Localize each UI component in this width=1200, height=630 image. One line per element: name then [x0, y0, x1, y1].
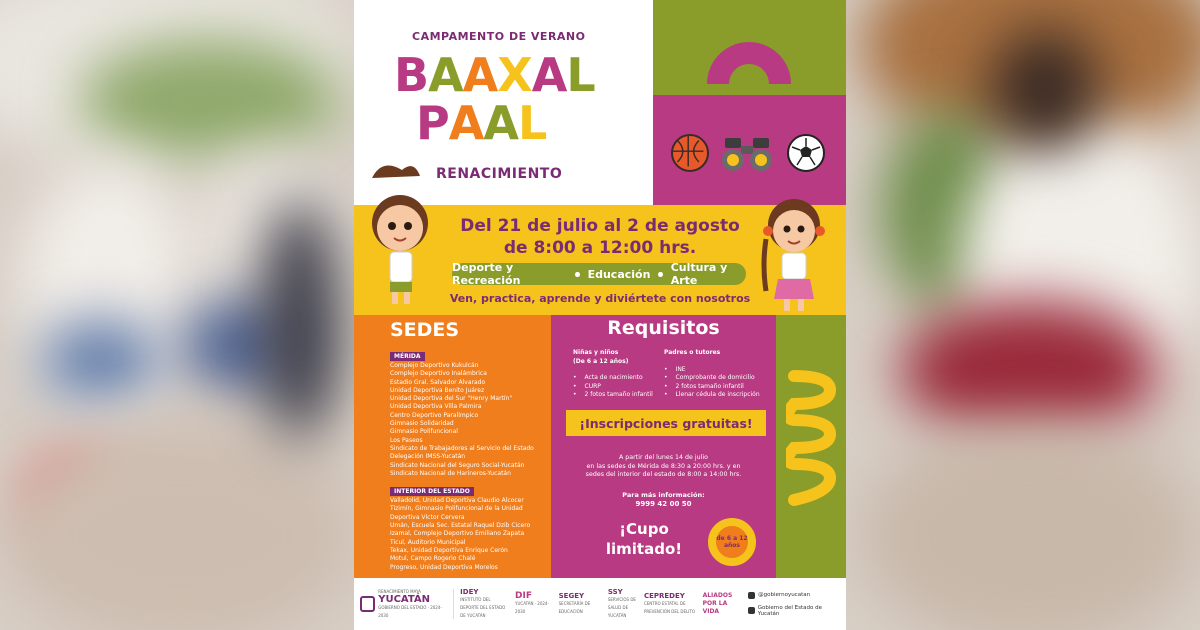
interior-list — [390, 497, 543, 572]
activity-educacion: Educación — [587, 267, 651, 281]
girl-character-right — [754, 195, 834, 315]
cepredey-name: CEPREDEY — [643, 592, 685, 600]
footer-logos — [354, 578, 846, 630]
dif-logo — [515, 592, 553, 616]
phone-number: 9999 42 00 50 — [635, 500, 692, 508]
title-letter: A — [448, 96, 484, 150]
sede-item: Centro Deportivo Paralímpico — [390, 411, 479, 419]
segey-sub: SECRETARÍA DE EDUCACIÓN — [558, 601, 591, 614]
sedes-panel — [354, 315, 551, 578]
dates-line-1: Del 21 de julio al 2 de agosto — [460, 216, 740, 236]
sede-item: Tekax, Unidad Deportiva Enrique Cerón — [390, 546, 508, 554]
interior-label: INTERIOR DEL ESTADO — [390, 487, 474, 496]
yucatan-emblem-icon — [360, 596, 375, 612]
title-letter: A — [531, 48, 567, 102]
ssy-name: SSY — [607, 588, 623, 596]
sede-item: Complejo Deportivo Kukulcán — [390, 362, 479, 369]
sede-item: Deportiva Víctor Cervera — [390, 513, 465, 521]
padres-head: Padres o tutores — [664, 349, 721, 356]
cupo-line: limitado! — [605, 540, 683, 558]
info-line: A partir del lunes 14 de julio — [618, 454, 709, 461]
title-letter: L — [566, 48, 595, 102]
facebook-icon — [748, 607, 755, 614]
idey-logo — [460, 588, 509, 620]
sedes-title: SEDES — [390, 319, 460, 341]
sede-item: Sindicato Nacional del Seguro Social-Yucatán — [390, 461, 525, 469]
requisitos-ninos — [573, 349, 653, 400]
arch-shape — [699, 18, 799, 88]
padres-list — [664, 366, 760, 400]
basketball-icon — [671, 134, 709, 172]
instagram-link[interactable] — [748, 592, 840, 599]
segey-logo — [559, 592, 602, 616]
soccer-ball-icon — [787, 134, 825, 172]
cepredey-sub: CENTRO ESTATAL DE PREVENCIÓN DEL DELITO — [643, 601, 696, 614]
facebook-handle: Gobierno del Estado de Yucatán — [757, 604, 823, 617]
sede-item: Complejo Deportivo Inalámbrica — [390, 370, 487, 378]
info-line: en las sedes de Mérida de 8:30 a 20:00 hrs. y en — [586, 462, 741, 470]
dif-name: DIF — [515, 591, 532, 601]
sede-item: Gimnasio Solidaridad — [390, 420, 454, 428]
sede-item: Umán, Escuela Sec. Estatal Raquel Dzib Cicero — [390, 522, 531, 530]
dates-line-2: de 8:00 a 12:00 hrs. — [503, 238, 697, 258]
title-letter: P — [416, 96, 449, 150]
sede-item: Tizimín, Gimnasio Polifuncional de la Unidad — [390, 505, 523, 513]
instagram-handle: @gobiernoyucatan — [758, 592, 811, 598]
title-letter: A — [428, 48, 463, 102]
requisito-item: • Llenar cédula de inscripción — [664, 391, 760, 400]
sede-item: Progreso, Unidad Deportiva Morelos — [390, 563, 498, 571]
requisito-item: • Comprobante de domicilio — [664, 374, 760, 383]
sede-item: Sindicato Nacional de Harineros-Yucatán — [390, 469, 511, 477]
cepredey-logo — [644, 592, 697, 616]
age-badge: de 6 a 12 años — [708, 518, 756, 566]
subtitle: RENACIMIENTO — [436, 166, 563, 182]
requisito-item: • 2 fotos tamaño infantil — [664, 383, 760, 392]
title-letter: B — [394, 48, 429, 102]
separator-dot — [575, 272, 579, 277]
camp-poster — [354, 0, 846, 630]
title-letter: L — [517, 96, 547, 150]
social-links — [748, 592, 840, 617]
yucatan-top: RENACIMIENTO MAYA — [378, 589, 421, 594]
sede-item: Motul, Campo Rogerio Chalé — [390, 555, 476, 563]
sede-item: Delegación IMSS-Yucatán — [390, 453, 466, 461]
info-line: sedes del interior del estado de 8:00 a 14:00 hrs. — [585, 471, 742, 478]
instagram-icon — [748, 592, 755, 599]
tagline: Ven, practica, aprende y diviértete con nosotros — [449, 292, 751, 305]
merida-list — [390, 362, 543, 478]
requisitos-panel — [551, 315, 776, 578]
requisito-item: • Acta de nacimiento — [573, 374, 653, 383]
activities-pill — [452, 263, 746, 285]
title-paal — [416, 96, 547, 150]
sede-item: Unidad Deportiva Villa Palmira — [390, 403, 482, 411]
activity-cultura: Cultura y Arte — [670, 261, 728, 287]
title-baaxal — [394, 48, 595, 102]
inscripciones-banner: ¡Inscripciones gratuitas! — [566, 410, 766, 436]
sede-item: Estadio Gral. Salvador Alvarado — [390, 378, 486, 386]
requisito-item: • CURP — [573, 383, 653, 392]
yucatan-sub: GOBIERNO DEL ESTADO · 2024-2030 — [378, 605, 442, 618]
squiggle-shape — [786, 368, 836, 508]
activity-deporte: Deporte y Recreación — [452, 261, 521, 287]
requisito-item: • INE — [664, 366, 760, 375]
merida-label: MÉRIDA — [390, 352, 425, 361]
facebook-link[interactable] — [748, 605, 840, 617]
yucatan-logo — [360, 588, 447, 620]
sede-item: Sindicato de Trabajadores al Servicio del Estado — [390, 444, 534, 452]
ninos-list — [573, 374, 653, 400]
camp-label: CAMPAMENTO DE VERANO — [412, 30, 586, 43]
divider — [453, 589, 454, 619]
requisitos-padres — [664, 349, 760, 400]
sede-item: Los Paseos — [390, 436, 423, 444]
requisitos-title: Requisitos — [607, 317, 720, 339]
cupo-limitado — [569, 519, 719, 559]
sede-item: Ticul, Auditorio Municipal — [390, 538, 466, 546]
more-info-label: Para más información: — [622, 491, 705, 499]
sede-item: Valladolid, Unidad Deportiva Claudio Alcocer — [390, 497, 524, 505]
ninos-age: (De 6 a 12 años) — [573, 357, 629, 365]
idey-name: IDEY — [460, 588, 479, 596]
idey-sub: INSTITUTO DEL DEPORTE DEL ESTADO DE YUCATÁN — [460, 597, 506, 618]
title-letter: X — [497, 48, 532, 102]
cupo-line: ¡Cupo — [619, 520, 669, 538]
sede-item: Izamal, Complejo Deportivo Emiliano Zapata — [390, 530, 525, 538]
ssy-sub: SERVICIOS DE SALUD DE YUCATÁN — [607, 597, 636, 618]
title-letter: A — [483, 96, 518, 150]
dif-sub: YUCATÁN · 2024-2030 — [515, 601, 549, 614]
ssy-logo — [608, 588, 638, 620]
separator-dot — [658, 272, 662, 277]
registration-info — [551, 454, 776, 480]
sede-item: Unidad Deportiva Benito Juárez — [390, 386, 485, 394]
binoculars-icon — [721, 134, 773, 174]
segey-name: SEGEY — [558, 592, 585, 600]
ninos-head: Niñas y niños — [573, 349, 619, 356]
sede-item: Unidad Deportiva del Sur "Henry Martín" — [390, 395, 513, 403]
title-letter: A — [462, 48, 498, 102]
yucatan-name: YUCATÁN — [378, 594, 431, 605]
aliados-logo: ALIADOS POR LA VIDA — [702, 592, 733, 615]
requisito-item: • 2 fotos tamaño infantil — [573, 391, 653, 400]
sede-item: Gimnasio Polifuncional — [390, 428, 458, 436]
